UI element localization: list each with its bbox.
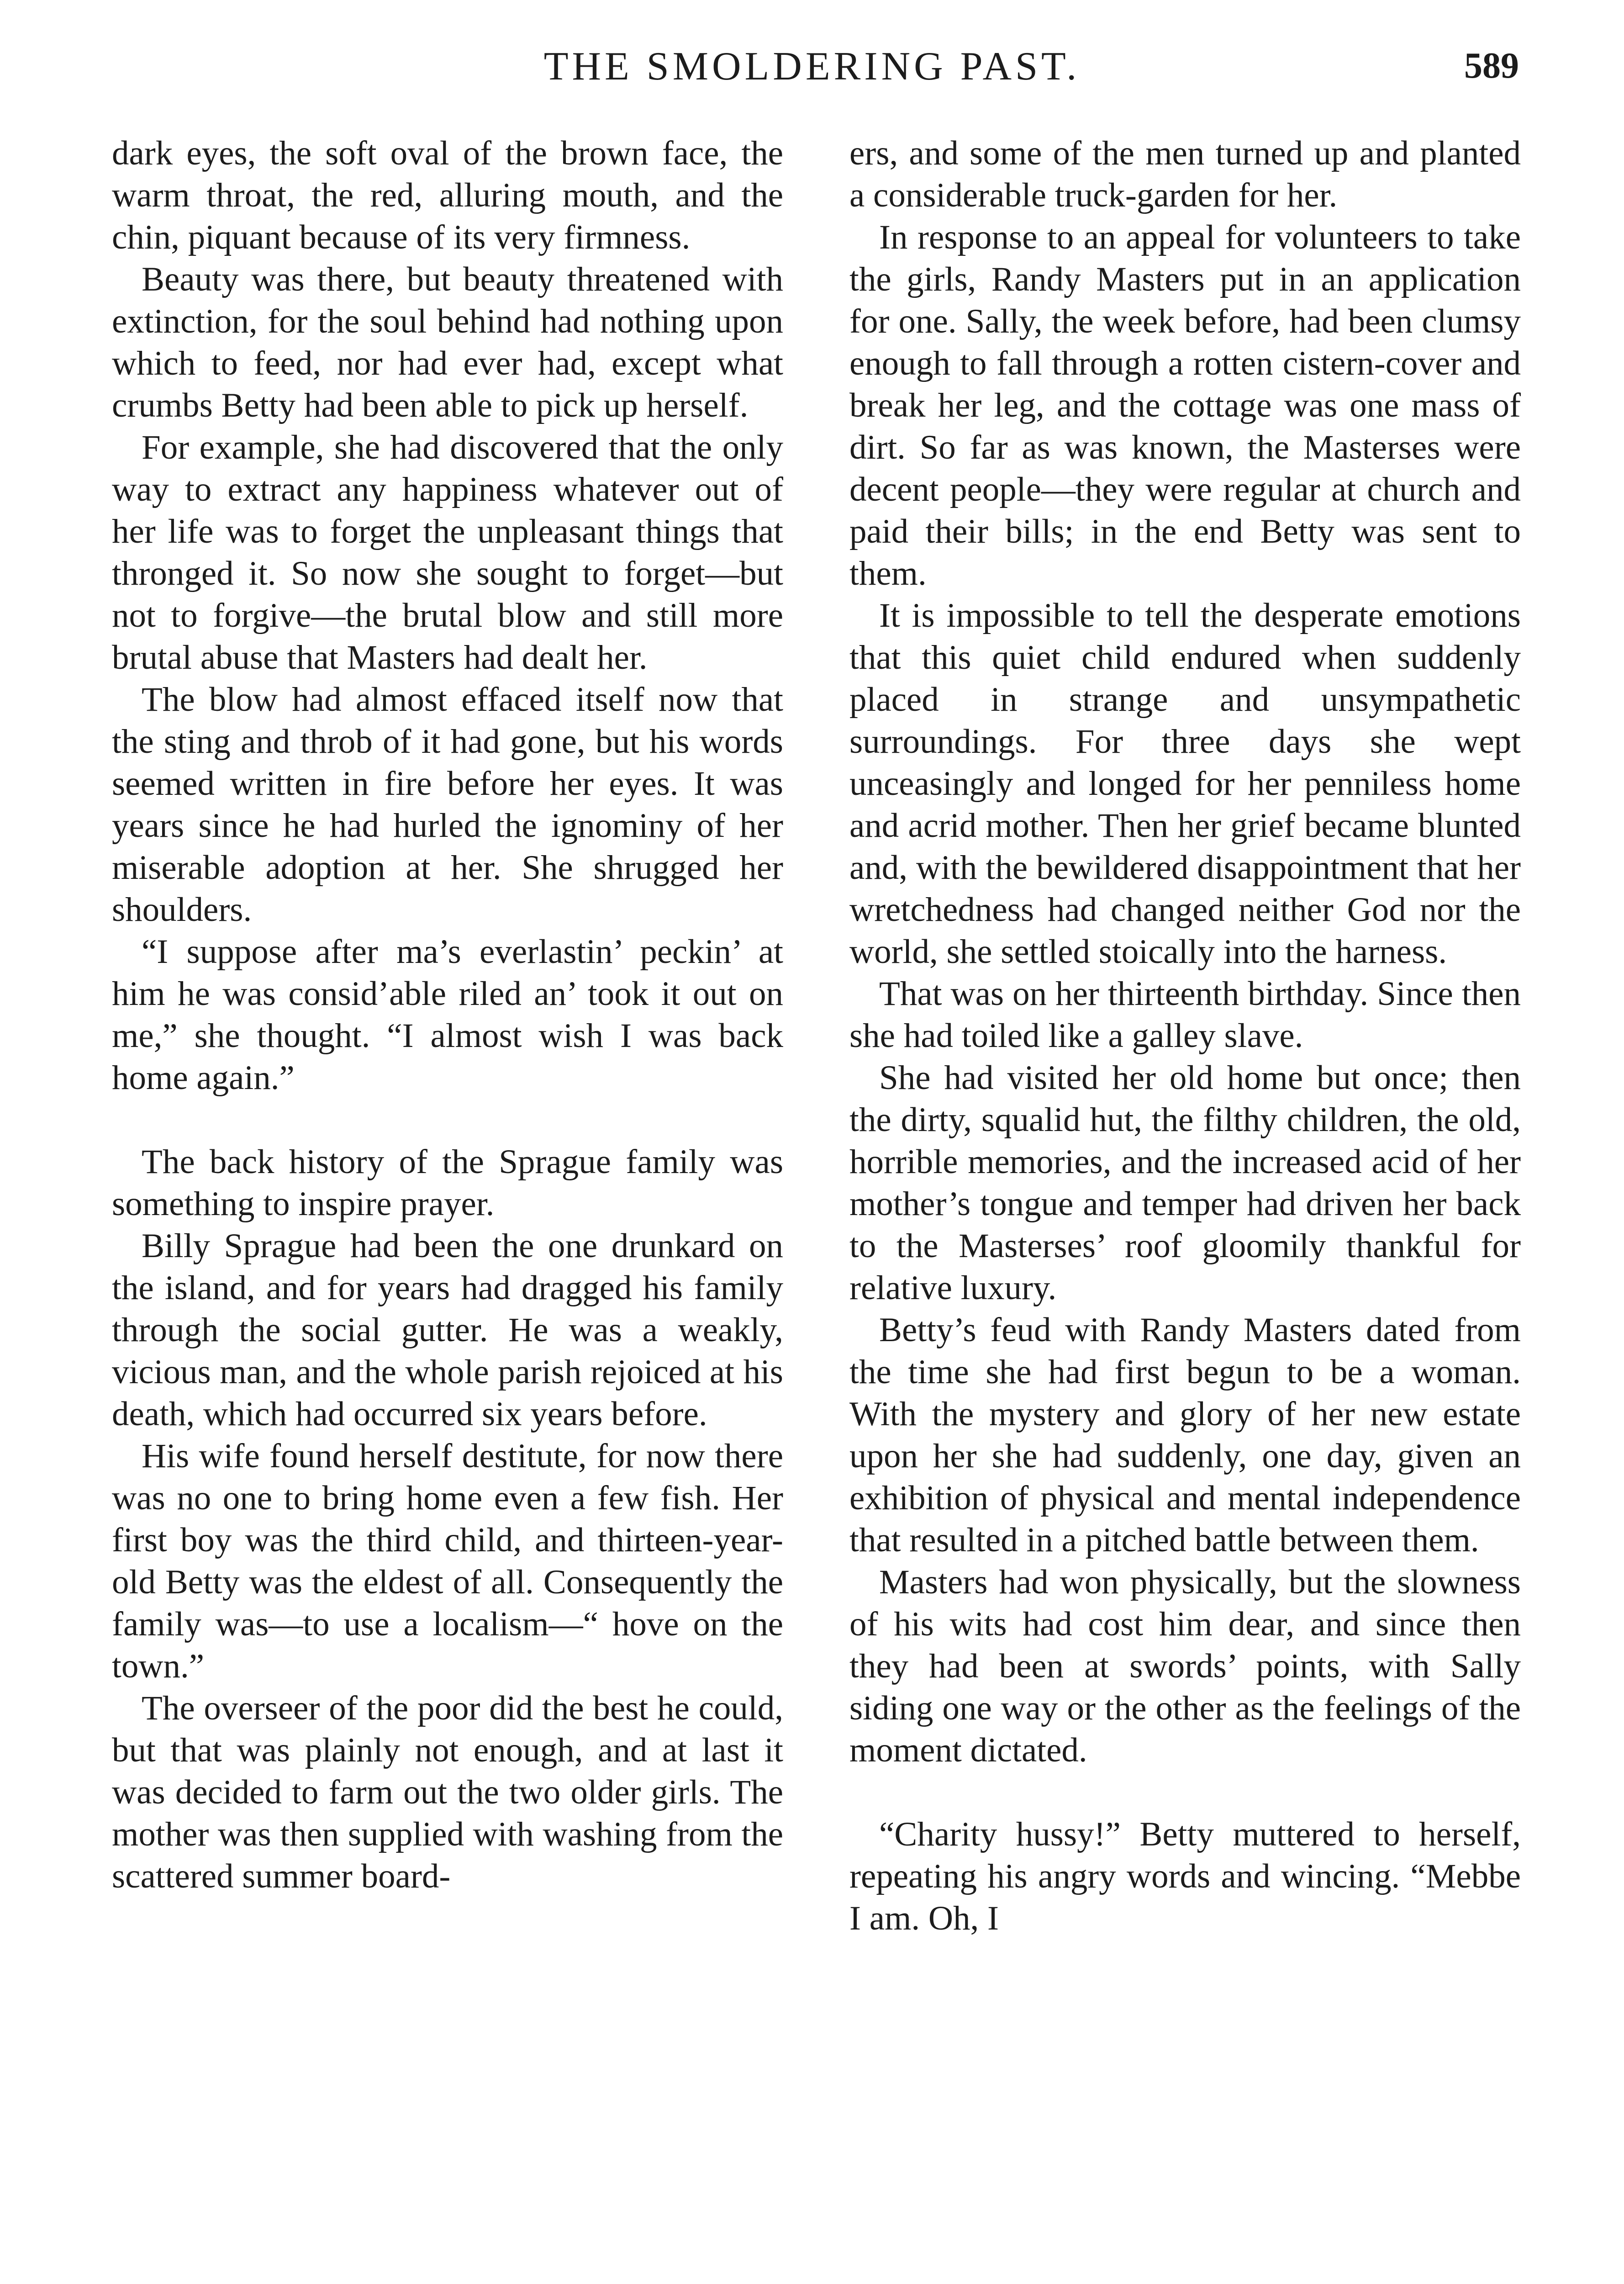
page-header xyxy=(105,43,1519,98)
right-column xyxy=(849,132,1521,2284)
paragraph: It is impossible to tell the desperate emotions that this quiet child endured when suddenly placed in strange and unsympathetic surroundings. For three days she wept unceasingly and longed for her penniless home and acrid mother. Then her grief became blunted and, with the bewildered disappointment that her wretchedness had changed neither God nor the world, she settled stoically into the harness. xyxy=(849,597,1521,971)
paragraph: “I suppose after ma’s everlastin’ peckin’ at him he was consid’able riled an’ took it out on me,” she thought. “I almost wish I was back home again.” xyxy=(112,933,783,1097)
paragraph: In response to an appeal for volunteers to take the girls, Randy Masters put in an application for one. Sally, the week before, had been clumsy enough to fall through a rotten cistern-cover and break her leg, and the cottage was one mass of dirt. So far as was known, the Masterses were decent people—they were regular at church and paid their bills; in the end Betty was sent to them. xyxy=(849,218,1521,592)
paragraph: Betty’s feud with Randy Masters dated from the time she had first begun to be a woman. With the mystery and glory of her new estate upon her she had suddenly, one day, given an exhibition of physical and mental independence that resulted in a pitched battle between them. xyxy=(849,1311,1521,1559)
paragraph: For example, she had discovered that the only way to extract any happiness whatever out of her life was to forget the unpleasant things that thronged it. So now she sought to forget—but not to forgive—the brutal blow and still more brutal abuse that Masters had dealt her. xyxy=(112,428,783,677)
paragraph: dark eyes, the soft oval of the brown face, the warm throat, the red, alluring mouth, and the chin, piquant because of its very firmness. xyxy=(112,134,783,256)
paragraph: Beauty was there, but beauty threatened with extinction, for the soul behind had nothing upon which to feed, nor had ever had, except what crumbs Betty had been able to pick up herself. xyxy=(112,260,783,424)
paragraph: His wife found herself destitute, for now there was no one to bring home even a few fish. Her first boy was the third child, and thirteen-year-old Betty was the eldest of all. Consequently the family was—to use a localism—“ hove on the town.” xyxy=(112,1437,783,1685)
page-number: 589 xyxy=(1464,46,1519,86)
paragraph: Billy Sprague had been the one drunkard on the island, and for years had dragged his family through the social gutter. He was a weakly, vicious man, and the whole parish rejoiced at his death, which had occurred six years before. xyxy=(112,1227,783,1433)
running-title: THE SMOLDERING PAST. xyxy=(543,44,1081,89)
left-column xyxy=(112,132,783,2284)
paragraph: The overseer of the poor did the best he could, but that was plainly not enough, and at last it was decided to farm out the two older girls. The mother was then supplied with washing from the scattered summer board- xyxy=(112,1689,783,1895)
paragraph: Masters had won physically, but the slowness of his wits had cost him dear, and since then they had been at swords’ points, with Sally siding one way or the other as the feelings of the moment dictated. xyxy=(849,1563,1521,1769)
paragraph: That was on her thirteenth birthday. Since then she had toiled like a galley slave. xyxy=(849,975,1521,1055)
text-columns xyxy=(112,132,1521,2284)
paragraph: The blow had almost effaced itself now that the sting and throb of it had gone, but his words seemed written in fire before her eyes. It was years since he had hurled the ignominy of her miserable adoption at her. She shrugged her shoulders. xyxy=(112,681,783,929)
paragraph: ers, and some of the men turned up and planted a considerable truck-garden for her. xyxy=(849,134,1521,214)
paragraph: She had visited her old home but once; then the dirty, squalid hut, the filthy children, the old, horrible memories, and the increased acid of her mother’s tongue and temper had driven her back to the Masterses’ roof gloomily thankful for relative luxury. xyxy=(849,1059,1521,1307)
paragraph: “Charity hussy!” Betty muttered to herself, repeating his angry words and wincing. “Mebbe I am. Oh, I xyxy=(849,1815,1521,1937)
paragraph: The back history of the Sprague family was something to inspire prayer. xyxy=(112,1143,783,1223)
